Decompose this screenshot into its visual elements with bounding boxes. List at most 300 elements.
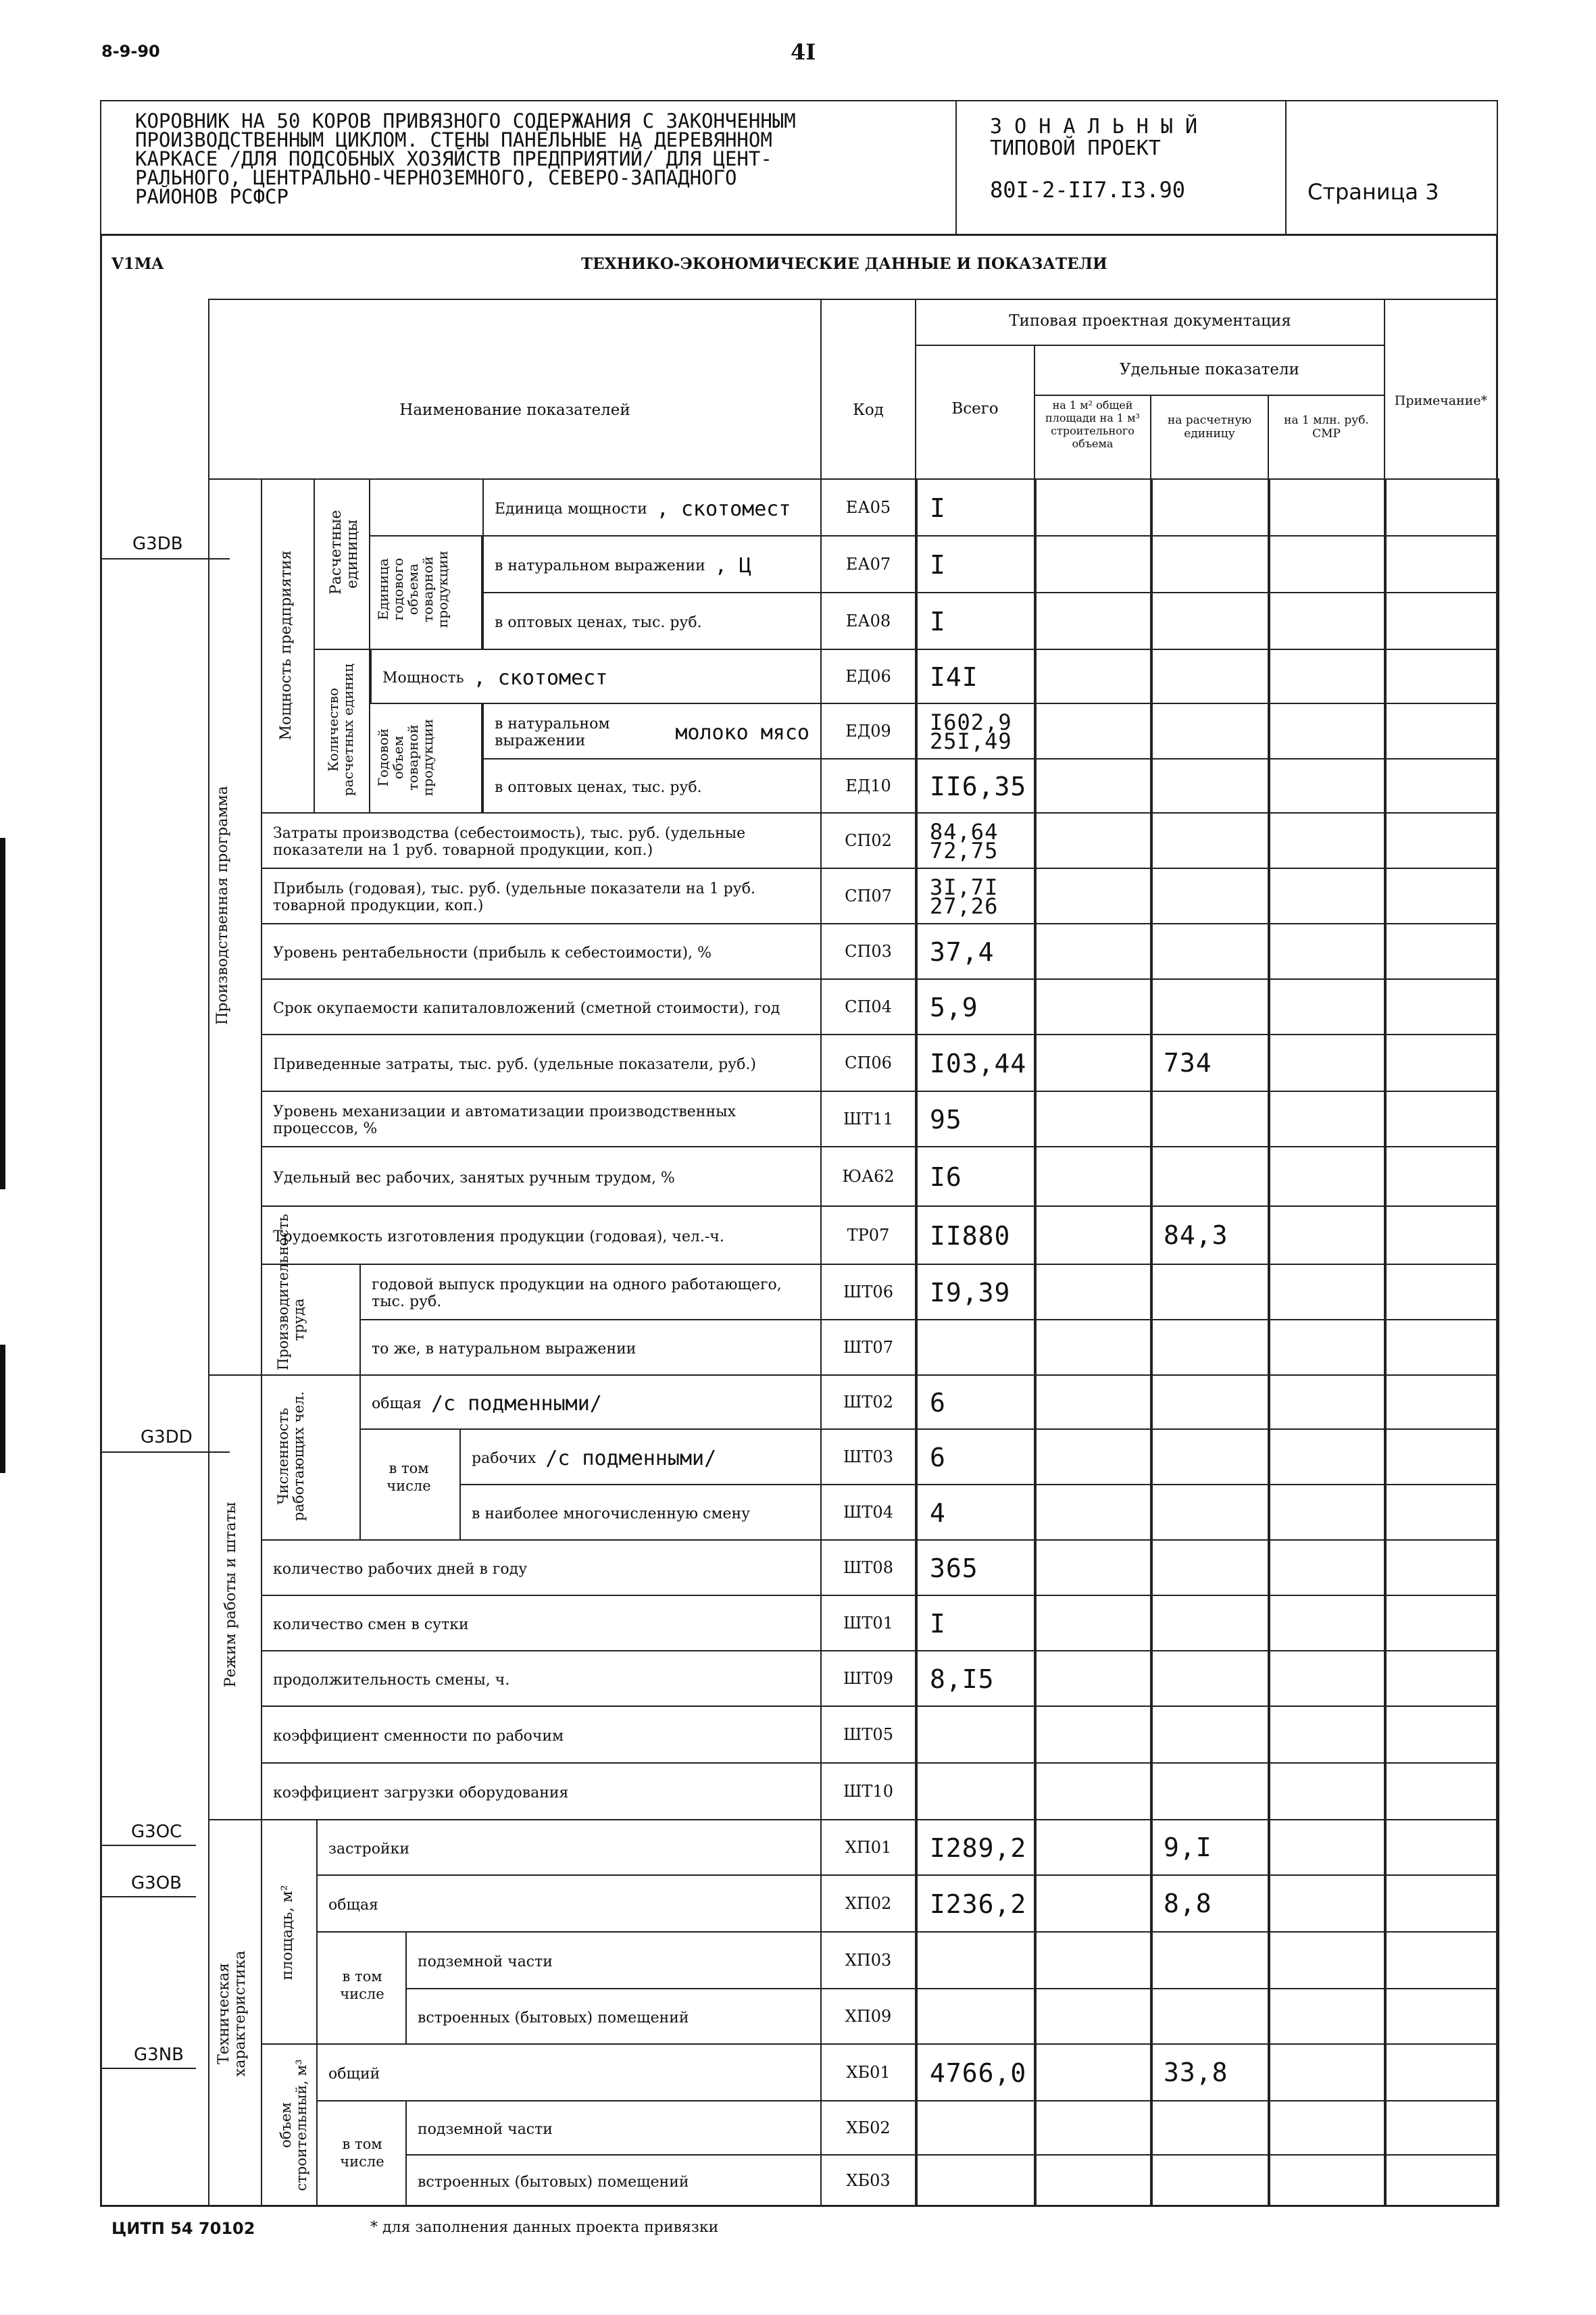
col-typical-label: Типовая проектная документация	[1009, 312, 1291, 330]
row-cell-unit	[1150, 1595, 1270, 1651]
row-cell-mln	[1268, 1595, 1387, 1651]
indicator-unit-value: 734	[1164, 1048, 1212, 1078]
page-number-left: 8-9-90	[101, 42, 160, 61]
indicator-unit-value: 84,3	[1164, 1220, 1228, 1250]
row-cell-note	[1384, 649, 1499, 704]
indicator-label	[273, 1768, 809, 1818]
indicator-code: СП02	[845, 831, 892, 850]
indicator-label-text: коэффициент загрузки оборудования	[273, 1784, 569, 1801]
row-cell-mln	[1268, 703, 1387, 760]
header-title: КОРОВНИК НА 50 КОРОВ ПРИВЯЗНОГО СОДЕРЖАНИЯ С ЗАКОНЧЕННЫМ ПРОИЗВОДСТВЕННЫМ ЦИКЛОМ. СТЕНЫ ПАНЕЛЬНЫЕ НА ДЕРЕВЯННОМ КАРКАСЕ /ДЛЯ ПОДСОБНЫХ ХОЗЯЙСТВ ПРЕДПРИЯТИЙ/ ДЛЯ ЦЕНТ- РАЛЬНОГО, ЦЕНТРАЛЬНО-ЧЕРНОЗЕМНОГО, СЕВЕРО-ЗАПАДНОГО РАЙОНОВ РСФСР	[135, 109, 796, 208]
marker-line-g3ob	[101, 1896, 196, 1897]
indicator-label-text: Срок окупаемости капиталовложений (сметной стоимости), год	[273, 999, 780, 1017]
scan-edge-bar	[0, 1345, 5, 1473]
indicator-code: ХП02	[845, 1894, 892, 1913]
row-cell-unit	[1150, 703, 1270, 760]
row-cell-m2	[1034, 478, 1153, 537]
indicator-label	[273, 873, 809, 922]
indicator-handwritten-unit: /с подменными/	[545, 1446, 717, 1470]
section-marker: V1MA	[111, 255, 164, 273]
indicator-unit-value: 33,8	[1164, 2058, 1228, 2087]
indicator-code: СП07	[845, 887, 892, 905]
col-code-label: Код	[853, 401, 884, 419]
indicator-code: ЕД10	[845, 776, 891, 795]
indicator-label-text: в оптовых ценах, тыс. руб.	[495, 614, 702, 631]
indicator-code: ШТ04	[843, 1503, 893, 1522]
row-cell-unit	[1150, 2100, 1270, 2156]
indicator-code: ХБ03	[846, 2171, 891, 2190]
row-cell-note	[1384, 1034, 1499, 1092]
row-cell-mln	[1268, 2100, 1387, 2156]
col-per-mln-label: на 1 млн. руб. СМР	[1284, 414, 1369, 441]
indicator-label	[372, 1269, 809, 1318]
group-tech-char-label: Техническая характеристика	[216, 1950, 249, 2077]
indicator-code: ШТ01	[843, 1614, 893, 1633]
indicator-label	[273, 1039, 809, 1089]
row-cell-m2	[1034, 1706, 1153, 1764]
marker-line-g3db	[101, 558, 230, 559]
indicator-label-text: Затраты производства (себестоимость), тыс. руб. (удельные показатели на 1 руб. товарной продукции, коп.)	[273, 825, 746, 859]
col-per-unit-label: на расчетную единицу	[1167, 414, 1252, 441]
indicator-label-text: общая	[372, 1395, 422, 1412]
indicator-label-text: годовой выпуск продукции на одного работающего, тыс. руб.	[372, 1276, 782, 1310]
row-cell-note	[1384, 1319, 1499, 1376]
col-code	[820, 299, 916, 480]
indicator-code: ШТ11	[843, 1110, 893, 1128]
row-cell-m2	[1034, 1146, 1153, 1207]
indicator-label-text: Приведенные затраты, тыс. руб. (удельные показатели, руб.)	[273, 1055, 756, 1073]
row-cell-unit	[1150, 1091, 1270, 1147]
indicator-label-text: общий	[328, 2065, 380, 2083]
row-cell-mln	[1268, 1319, 1387, 1376]
row-cell-mln	[1268, 1874, 1387, 1933]
row-cell-note	[1384, 923, 1499, 980]
indicator-label-text: в натуральном выражении	[495, 716, 610, 749]
row-cell-mln	[1268, 978, 1387, 1035]
indicator-code: ХБ02	[846, 2118, 891, 2137]
indicator-label	[495, 597, 809, 647]
indicator-label-text: подземной части	[418, 1953, 553, 1970]
indicator-code: ЕД06	[845, 667, 891, 686]
col-total-label: Всего	[951, 400, 999, 418]
row-cell-mln	[1268, 1146, 1387, 1207]
row-cell-mln	[1268, 868, 1387, 924]
indicator-handwritten-unit: , Ц	[714, 553, 751, 578]
row-cell-unit	[1150, 1762, 1270, 1820]
row-cell-m2	[1034, 1205, 1153, 1265]
indicator-total-value: 365	[930, 1553, 978, 1583]
indicator-code: ШТ10	[843, 1782, 893, 1801]
row-cell-unit	[1150, 2154, 1270, 2207]
row-cell-m2	[1034, 758, 1153, 814]
marker-g3oc: G3OC	[131, 1822, 182, 1842]
row-cell-mln	[1268, 1205, 1387, 1265]
indicator-total-value: I236,2	[930, 1889, 1027, 1919]
row-cell-note	[1384, 1264, 1499, 1320]
group-calc-units-label: Расчетные единицы	[328, 509, 361, 595]
row-cell-note	[1384, 2100, 1499, 2156]
page-label: Страница 3	[1307, 179, 1439, 205]
row-cell-note	[1384, 1650, 1499, 1707]
indicator-code: СП04	[845, 997, 892, 1016]
marker-line-g3nb	[101, 2068, 196, 2069]
indicator-label-text: Трудоемкость изготовления продукции (годовая), чел.-ч.	[273, 1228, 724, 1245]
row-cell-note	[1384, 1539, 1499, 1596]
row-cell-m2	[1034, 2154, 1153, 2207]
row-cell-mln	[1268, 812, 1387, 869]
indicator-label-text: застройки	[328, 1840, 410, 1858]
row-cell-note	[1384, 758, 1499, 814]
indicator-total-value: II6,35	[930, 772, 1027, 801]
row-cell-mln	[1268, 1988, 1387, 2045]
row-cell-unit	[1150, 978, 1270, 1035]
indicator-total-value: I	[930, 1609, 946, 1639]
row-cell-m2	[1034, 2043, 1153, 2101]
indicator-total-value: 95	[930, 1105, 962, 1135]
indicator-code: ХП01	[845, 1838, 892, 1857]
row-cell-mln	[1268, 478, 1387, 537]
indicator-total-value: 5,9	[930, 993, 978, 1022]
indicator-code: ШТ07	[843, 1338, 893, 1357]
row-cell-unit	[1150, 1374, 1270, 1430]
row-cell-mln	[1268, 535, 1387, 593]
row-cell-m2	[1034, 2100, 1153, 2156]
indicator-code: ХП03	[845, 1951, 892, 1970]
indicator-total-value: 6	[930, 1443, 946, 1472]
indicator-label-text: Уровень механизации и автоматизации производственных процессов, %	[273, 1103, 737, 1137]
marker-line-g3dd	[101, 1451, 230, 1453]
row-cell-mln	[1268, 2154, 1387, 2207]
row-cell-unit	[1150, 812, 1270, 869]
indicator-handwritten-unit: молоко мясо	[675, 720, 809, 745]
row-cell-unit	[1150, 535, 1270, 593]
row-cell-m2	[1034, 1874, 1153, 1933]
footnote: * для заполнения данных проекта привязки	[370, 2219, 719, 2236]
row-cell-unit	[1150, 592, 1270, 650]
indicator-total-value: I03,44	[930, 1049, 1027, 1078]
group-headcount-incl-label: в том числе	[386, 1460, 431, 1494]
row-cell-mln	[1268, 649, 1387, 704]
indicator-total-value: I289,2	[930, 1833, 1027, 1863]
row-cell-unit	[1150, 1931, 1270, 1989]
row-cell-mln	[1268, 1539, 1387, 1596]
row-cell-m2	[1034, 923, 1153, 980]
row-cell-note	[1384, 812, 1499, 869]
indicator-label	[273, 984, 809, 1032]
indicator-label-text: Прибыль (годовая), тыс. руб. (удельные показатели на 1 руб. товарной продукции, коп.)	[273, 880, 755, 914]
header-page-box	[1285, 100, 1498, 235]
indicator-label-text: Уровень рентабельности (прибыль к себестоимости), %	[273, 944, 712, 962]
indicator-label	[372, 1324, 809, 1373]
row-cell-m2	[1034, 1819, 1153, 1876]
indicator-label	[273, 1656, 809, 1704]
row-cell-note	[1384, 1205, 1499, 1265]
indicator-label-text: Удельный вес рабочих, занятых ручным трудом, %	[273, 1169, 675, 1187]
indicator-unit-value: 9,I	[1164, 1833, 1212, 1862]
footer-code: ЦИТП 54 70102	[111, 2219, 255, 2238]
row-cell-unit	[1150, 923, 1270, 980]
row-cell-m2	[1034, 1484, 1153, 1541]
row-cell-note	[1384, 1988, 1499, 2045]
indicator-label-text: количество рабочих дней в году	[273, 1560, 528, 1578]
row-cell-unit	[1150, 1650, 1270, 1707]
indicator-total-value	[930, 2103, 1032, 2154]
indicator-label-text: Мощность	[382, 669, 464, 687]
row-cell-note	[1384, 1595, 1499, 1651]
row-cell-m2	[1034, 535, 1153, 593]
typical-label: ТИПОВОЙ ПРОЕКТ	[990, 136, 1161, 160]
indicator-label	[273, 1096, 809, 1145]
indicator-label-text: коэффициент сменности по рабочим	[273, 1727, 564, 1745]
indicator-label	[418, 2160, 809, 2204]
row-cell-m2	[1034, 1428, 1153, 1485]
row-cell-note	[1384, 1706, 1499, 1764]
row-cell-note	[1384, 1428, 1499, 1485]
row-cell-unit	[1150, 1264, 1270, 1320]
indicator-label	[273, 928, 809, 977]
row-cell-m2	[1034, 1091, 1153, 1147]
row-cell-m2	[1034, 1374, 1153, 1430]
indicator-label	[273, 1545, 809, 1593]
row-cell-unit	[1150, 1484, 1270, 1541]
indicator-code: СП03	[845, 942, 892, 961]
indicator-label	[495, 484, 809, 534]
indicator-label-text: в оптовых ценах, тыс. руб.	[495, 778, 702, 796]
col-name	[208, 299, 822, 480]
row-cell-note	[1384, 1931, 1499, 1989]
indicator-label	[418, 2106, 809, 2153]
indicator-label-text: в натуральном выражении	[495, 557, 705, 574]
row-cell-note	[1384, 1819, 1499, 1876]
indicator-total-value	[930, 1322, 1032, 1374]
row-cell-m2	[1034, 1762, 1153, 1820]
row-cell-m2	[1034, 1931, 1153, 1989]
row-cell-note	[1384, 1762, 1499, 1820]
indicator-total-value: I602,9 25I,49	[930, 710, 1012, 754]
row-cell-m2	[1034, 812, 1153, 869]
group-production-program-label: Производственная программа	[214, 786, 231, 1025]
indicator-total-value: I	[930, 493, 946, 523]
indicator-code: ЮА62	[842, 1167, 895, 1186]
indicator-unit-value: 8,8	[1164, 1889, 1212, 1918]
indicator-total-value: I	[930, 550, 946, 580]
indicator-label	[382, 654, 809, 701]
row-cell-m2	[1034, 1988, 1153, 2045]
row-cell-mln	[1268, 1091, 1387, 1147]
group-enterprise-capacity-label: Мощность предприятия	[278, 550, 295, 741]
row-cell-m2	[1034, 1319, 1153, 1376]
indicator-label-text: подземной части	[418, 2120, 553, 2138]
row-cell-mln	[1268, 1484, 1387, 1541]
indicator-handwritten-unit: , скотомест	[473, 666, 608, 690]
row-cell-mln	[1268, 1706, 1387, 1764]
row-cell-note	[1384, 1874, 1499, 1933]
row-cell-m2	[1034, 1034, 1153, 1092]
row-cell-mln	[1268, 758, 1387, 814]
indicator-total-value	[930, 1708, 1032, 1762]
col-note-label: Примечание*	[1394, 393, 1488, 408]
indicator-label	[273, 1711, 809, 1761]
indicator-total-value	[930, 2157, 1032, 2206]
row-cell-note	[1384, 868, 1499, 924]
row-cell-mln	[1268, 1931, 1387, 1989]
col-note	[1384, 299, 1498, 480]
row-cell-mln	[1268, 1264, 1387, 1320]
indicator-code: ЕА08	[845, 612, 891, 630]
row-cell-mln	[1268, 1650, 1387, 1707]
indicator-label	[495, 764, 809, 811]
row-cell-m2	[1034, 1264, 1153, 1320]
indicator-total-value: 6	[930, 1388, 946, 1418]
group-annual-volume-label: Годовой объем товарной продукции	[375, 718, 436, 797]
indicator-label	[418, 1993, 809, 2042]
row-cell-m2	[1034, 592, 1153, 650]
row-cell-note	[1384, 2043, 1499, 2101]
indicator-code: ШТ05	[843, 1725, 893, 1744]
row-cell-unit	[1150, 1988, 1270, 2045]
row-cell-unit	[1150, 1539, 1270, 1596]
indicator-total-value: 4766,0	[930, 2058, 1027, 2088]
row-cell-note	[1384, 1484, 1499, 1541]
indicator-code: ШТ06	[843, 1283, 893, 1301]
row-cell-mln	[1268, 1819, 1387, 1876]
group-headcount-label: Численность работающих чел.	[275, 1391, 307, 1522]
indicator-label	[495, 708, 809, 757]
indicator-label-text: то же, в натуральном выражении	[372, 1340, 637, 1358]
row-cell-mln	[1268, 592, 1387, 650]
indicator-label	[273, 818, 809, 866]
row-cell-unit	[1150, 478, 1270, 537]
row-cell-note	[1384, 478, 1499, 537]
page-number: 4I	[791, 39, 816, 65]
indicator-total-value: 4	[930, 1498, 946, 1528]
row-cell-unit	[1150, 1146, 1270, 1207]
group-area-incl-label: в том числе	[340, 1968, 384, 2002]
row-cell-unit	[1150, 1319, 1270, 1376]
group-labor-productivity-label: Производительность труда	[275, 1214, 307, 1370]
row-cell-m2	[1034, 1539, 1153, 1596]
marker-g3ob: G3OB	[131, 1873, 182, 1893]
indicator-label	[472, 1489, 809, 1538]
project-code: 80I-2-II7.I3.90	[990, 177, 1185, 203]
marker-g3db: G3DB	[132, 534, 183, 554]
indicator-total-value: 3I,7I 27,26	[930, 874, 999, 919]
indicator-total-value: II880	[930, 1221, 1011, 1251]
indicator-label	[372, 1380, 809, 1427]
group-volume-incl-label: в том числе	[340, 2136, 384, 2170]
indicator-code: ШТ02	[843, 1393, 893, 1412]
row-cell-m2	[1034, 978, 1153, 1035]
marker-g3dd: G3DD	[141, 1427, 193, 1447]
indicator-code: ШТ03	[843, 1447, 893, 1466]
indicator-total-value: 84,64 72,75	[930, 819, 999, 864]
row-cell-note	[1384, 1146, 1499, 1207]
indicator-label	[273, 1151, 809, 1204]
indicator-label	[328, 1824, 809, 1873]
row-cell-m2	[1034, 649, 1153, 704]
indicator-code: ХП09	[845, 2007, 892, 2026]
row-cell-m2	[1034, 1650, 1153, 1707]
indicator-total-value	[930, 1991, 1032, 2043]
indicator-label-text: в наиболее многочисленную смену	[472, 1505, 751, 1522]
group-calc-units-count-label: Количество расчетных единиц	[325, 664, 356, 796]
col-name-label: Наименование показателей	[399, 401, 630, 419]
row-cell-note	[1384, 1374, 1499, 1430]
row-cell-mln	[1268, 1762, 1387, 1820]
row-cell-unit	[1150, 868, 1270, 924]
group-work-mode-label: Режим работы и штаты	[222, 1501, 239, 1688]
indicator-code: ШТ08	[843, 1558, 893, 1577]
indicator-label	[328, 1880, 809, 1930]
indicator-code: ТР07	[847, 1226, 890, 1245]
row-cell-mln	[1268, 1428, 1387, 1485]
marker-line-g3oc	[101, 1845, 196, 1846]
indicator-handwritten-unit: , скотомест	[656, 497, 791, 521]
indicator-code: ХБ01	[846, 2063, 891, 2082]
row-cell-note	[1384, 978, 1499, 1035]
indicator-label-text: продолжительность смены, ч.	[273, 1671, 510, 1689]
row-cell-mln	[1268, 923, 1387, 980]
indicator-total-value: I9,39	[930, 1278, 1011, 1308]
row-cell-mln	[1268, 1034, 1387, 1092]
row-cell-mln	[1268, 2043, 1387, 2101]
row-cell-unit	[1150, 1706, 1270, 1764]
indicator-total-value: I6	[930, 1162, 962, 1192]
scan-edge-bar	[0, 838, 5, 1189]
indicator-total-value: 8,I5	[930, 1664, 995, 1694]
indicator-code: ШТ09	[843, 1669, 893, 1688]
indicator-label	[328, 2049, 809, 2099]
indicator-label-text: встроенных (бытовых) помещений	[418, 2173, 689, 2191]
row-cell-note	[1384, 2154, 1499, 2207]
row-cell-unit	[1150, 1428, 1270, 1485]
indicator-label-text: общая	[328, 1896, 378, 1914]
indicator-label-text: количество смен в сутки	[273, 1616, 469, 1633]
indicator-handwritten-unit: /с подменными/	[430, 1391, 602, 1416]
row-cell-m2	[1034, 703, 1153, 760]
group-unit-annual-volume-label: Единица годового объема товарной продукции	[375, 550, 451, 628]
indicator-code: СП06	[845, 1053, 892, 1072]
indicator-label	[472, 1434, 809, 1483]
indicator-label-text: встроенных (бытовых) помещений	[418, 2009, 689, 2026]
indicator-code: ЕД09	[845, 722, 891, 741]
zonal-label: З О Н А Л Ь Н Ы Й	[990, 115, 1198, 139]
col-specific-label: Удельные показатели	[1120, 361, 1299, 378]
row-cell-mln	[1268, 1374, 1387, 1430]
indicator-label	[495, 541, 809, 591]
indicator-code: ЕА05	[845, 498, 891, 517]
row-cell-unit	[1150, 649, 1270, 704]
section-title: ТЕХНИКО-ЭКОНОМИЧЕСКИЕ ДАННЫЕ И ПОКАЗАТЕЛИ	[581, 255, 1107, 273]
indicator-label	[273, 1211, 809, 1262]
indicator-label	[418, 1937, 809, 1987]
indicator-total-value: I4I	[930, 662, 978, 692]
indicator-label	[273, 1600, 809, 1649]
indicator-total-value: I	[930, 607, 946, 637]
row-cell-note	[1384, 703, 1499, 760]
indicator-total-value	[930, 1934, 1032, 1988]
row-cell-m2	[1034, 868, 1153, 924]
marker-g3nb: G3NB	[134, 2045, 184, 2065]
indicator-code: ЕА07	[845, 555, 891, 574]
indicator-total-value: 37,4	[930, 937, 995, 967]
indicator-label-text: Единица мощности	[495, 500, 647, 518]
indicator-label-text: рабочих	[472, 1449, 537, 1467]
group-volume-label: объем строительный, м³	[278, 2059, 309, 2191]
row-cell-note	[1384, 1091, 1499, 1147]
row-cell-note	[1384, 592, 1499, 650]
row-cell-m2	[1034, 1595, 1153, 1651]
